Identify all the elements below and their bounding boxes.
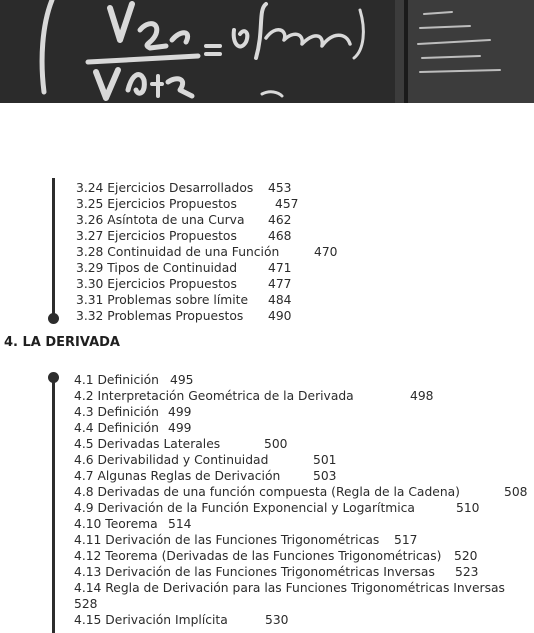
section3-timeline-dot xyxy=(48,313,59,324)
chapter4-entry xyxy=(74,388,434,404)
chapter4-entry-page: 523 xyxy=(455,565,479,579)
section3-entry-page: 471 xyxy=(268,261,292,275)
chapter4-entry-page: 499 xyxy=(168,405,192,419)
chapter4-entry-title: 4.4 Definición xyxy=(74,421,159,435)
chapter4-entry xyxy=(74,372,194,388)
section3-entry xyxy=(76,292,292,308)
section3-entry-title: 3.32 Problemas Propuestos xyxy=(76,309,244,323)
chapter4-entry-title: 4.11 Derivación de las Funciones Trigonométricas xyxy=(74,533,380,547)
chapter4-entry-page: 495 xyxy=(170,373,194,387)
section3-entry-title: 3.31 Problemas sobre límite xyxy=(76,293,249,307)
chapter4-entry-title: 4.3 Definición xyxy=(74,405,159,419)
section3-entry xyxy=(76,260,292,276)
chapter4-entry-page: 530 xyxy=(265,613,289,627)
section3-entry-title: 3.24 Ejercicios Desarrollados xyxy=(76,181,254,195)
chapter4-entry xyxy=(74,532,418,548)
section3-entry-title: 3.29 Tipos de Continuidad xyxy=(76,261,238,275)
section3-entry-title: 3.26 Asíntota de una Curva xyxy=(76,213,245,227)
section3-timeline xyxy=(52,178,55,321)
section3-entry-page: 470 xyxy=(314,245,338,259)
section3-entry-page: 453 xyxy=(268,181,292,195)
section3-entry xyxy=(76,276,292,292)
section3-entry-page: 484 xyxy=(268,293,292,307)
chapter4-entry-page: 528 xyxy=(74,597,98,611)
chalkboard-handwriting-image xyxy=(0,0,534,103)
chapter4-entry-page: 498 xyxy=(410,389,434,403)
chapter4-entry xyxy=(74,548,478,564)
section3-entry-title: 3.30 Ejercicios Propuestos xyxy=(76,277,237,291)
section3-entry-page: 477 xyxy=(268,277,292,291)
chapter4-timeline xyxy=(52,380,55,633)
chapter4-entry xyxy=(74,500,480,516)
chapter4-entry-title: 4.1 Definición xyxy=(74,373,159,387)
chapter4-entry-title: 4.6 Derivabilidad y Continuidad xyxy=(74,453,269,467)
chapter4-entry xyxy=(74,436,288,452)
section3-entry xyxy=(76,244,338,260)
section3-entry-page: 457 xyxy=(275,197,299,211)
section3-entry xyxy=(76,308,292,324)
chapter4-entry-title: 4.12 Teorema (Derivadas de las Funciones Trigonométricas) xyxy=(74,549,442,563)
section3-entry xyxy=(76,212,292,228)
section3-entry xyxy=(76,228,292,244)
chapter4-entry xyxy=(74,564,479,580)
chalkboard-banner xyxy=(0,0,534,103)
chapter4-entry-title: 4.5 Derivadas Laterales xyxy=(74,437,221,451)
section3-entry-page: 468 xyxy=(268,229,292,243)
chapter4-entry xyxy=(74,612,289,628)
section3-entry-page: 490 xyxy=(268,309,292,323)
chapter4-entry-page: 517 xyxy=(394,533,418,547)
chapter4-entry xyxy=(74,468,337,484)
chapter4-entry-page: 500 xyxy=(264,437,288,451)
chapter4-entry-page: 510 xyxy=(456,501,480,515)
chapter4-entry-title: 4.7 Algunas Reglas de Derivación xyxy=(74,469,281,483)
chapter4-entry-title: 4.15 Derivación Implícita xyxy=(74,613,228,627)
chapter4-entry-page: 508 xyxy=(504,485,528,499)
section3-entry-page: 462 xyxy=(268,213,292,227)
chapter4-entry xyxy=(74,452,337,468)
chapter4-entry-page: 501 xyxy=(313,453,337,467)
section3-entry xyxy=(76,180,292,196)
section3-entry-title: 3.27 Ejercicios Propuestos xyxy=(76,229,237,243)
chapter4-entry xyxy=(74,580,514,611)
section3-entry-title: 3.25 Ejercicios Propuestos xyxy=(76,197,237,211)
chapter4-entry-title: 4.8 Derivadas de una función compuesta (Regla de la Cadena) xyxy=(74,485,460,499)
chapter4-entry xyxy=(74,484,528,500)
section3-entry-title: 3.28 Continuidad de una Función xyxy=(76,245,280,259)
section3-entry xyxy=(76,196,299,212)
chapter4-entry-title: 4.14 Regla de Derivación para las Funciones Trigonométricas Inversas xyxy=(74,581,505,595)
chapter4-entry xyxy=(74,404,192,420)
chapter-heading: 4. LA DERIVADA xyxy=(4,335,120,350)
chapter4-entry-title: 4.2 Interpretación Geométrica de la Derivada xyxy=(74,389,354,403)
chapter4-entry-page: 503 xyxy=(313,469,337,483)
chapter4-entry xyxy=(74,420,192,436)
chapter4-entry xyxy=(74,516,192,532)
chapter4-entry-page: 514 xyxy=(168,517,192,531)
chapter4-entry-title: 4.10 Teorema xyxy=(74,517,158,531)
chapter4-entry-page: 499 xyxy=(168,421,192,435)
chapter4-entry-title: 4.9 Derivación de la Función Exponencial y Logarítmica xyxy=(74,501,415,515)
chapter4-entry-page: 520 xyxy=(454,549,478,563)
chapter4-entry-title: 4.13 Derivación de las Funciones Trigonométricas Inversas xyxy=(74,565,435,579)
